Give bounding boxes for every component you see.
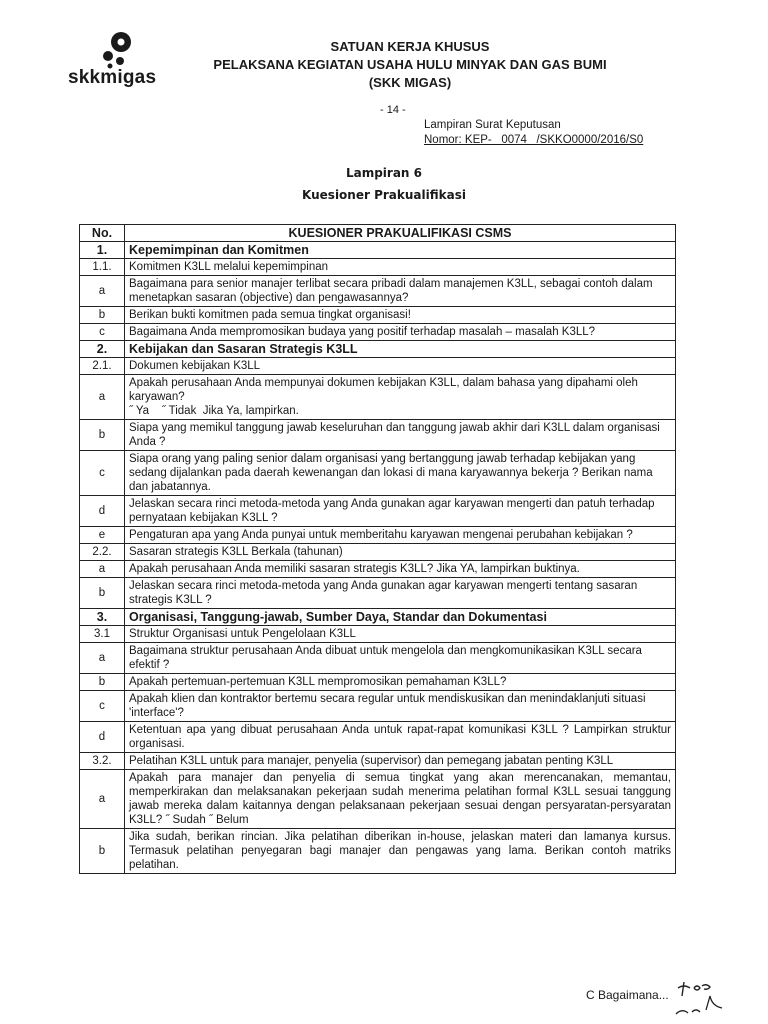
question-text: Apakah klien dan kontraktor bertemu secara regular untuk mendiskusikan dan menindaklanjuti situasi 'interface'? (125, 691, 676, 722)
row-number: b (80, 674, 125, 691)
row-number: c (80, 691, 125, 722)
question-text: Apakah pertemuan-pertemuan K3LL mempromosikan pemahaman K3LL? (125, 674, 676, 691)
row-number: a (80, 643, 125, 674)
row-number: 2. (80, 341, 125, 358)
row-number: b (80, 829, 125, 874)
question-text: Apakah perusahaan Anda memiliki sasaran strategis K3LL? Jika YA, lampirkan buktinya. (125, 561, 676, 578)
section-row (80, 242, 676, 259)
kuesioner-title: Kuesioner Prakualifikasi (302, 188, 466, 202)
nomor-keputusan: Nomor: KEP- 0074 /SKKO0000/2016/S0 (424, 134, 644, 146)
column-header-title: KUESIONER PRAKUALIFIKASI CSMS (125, 225, 676, 242)
lampiran-title: Lampiran 6 (345, 166, 423, 180)
row-number: 2.1. (80, 358, 125, 375)
table-row (80, 259, 676, 276)
table-row (80, 722, 676, 753)
section-row (80, 341, 676, 358)
section-title: Organisasi, Tanggung-jawab, Sumber Daya, Standar dan Dokumentasi (125, 609, 676, 626)
questionnaire-table (79, 224, 676, 874)
table-row (80, 496, 676, 527)
question-text: Berikan bukti komitmen pada semua tingkat organisasi! (125, 307, 676, 324)
table-row (80, 324, 676, 341)
question-text: Bagaimana Anda mempromosikan budaya yang positif terhadap masalah – masalah K3LL? (125, 324, 676, 341)
table-row (80, 578, 676, 609)
row-number: 2.2. (80, 544, 125, 561)
row-number: c (80, 324, 125, 341)
question-text: Siapa yang memikul tanggung jawab keseluruhan dan tanggung jawab akhir dari K3LL dalam organisasi Anda ? (125, 420, 676, 451)
row-number: b (80, 578, 125, 609)
question-text: Pengaturan apa yang Anda punyai untuk memberitahu karyawan mengenai perubahan kebijakan ? (125, 527, 676, 544)
question-text: Struktur Organisasi untuk Pengelolaan K3LL (125, 626, 676, 643)
table-row (80, 643, 676, 674)
question-text: Siapa orang yang paling senior dalam organisasi yang bertanggung jawab terhadap kebijakan yang sedang dijalankan pada daerah kewenangan dan lokasi di mana karyawannya bekerja ? Berikan nama dan jabatannya. (125, 451, 676, 496)
answer-options: ˝ Ya ˝ Tidak Jika Ya, lampirkan. (129, 405, 299, 417)
table-row (80, 527, 676, 544)
question-text: Ketentuan apa yang dibuat perusahaan Anda untuk rapat-rapat komunikasi K3LL ? Lampirkan struktur organisasi. (125, 722, 676, 753)
row-number: d (80, 722, 125, 753)
row-number: a (80, 770, 125, 829)
row-number: 3.1 (80, 626, 125, 643)
header-line-2: PELAKSANA KEGIATAN USAHA HULU MINYAK DAN GAS BUMI (213, 57, 607, 72)
question-text: Jelaskan secara rinci metoda-metoda yang Anda gunakan agar karyawan mengerti dan patuh terhadap pernyataan kebijakan K3LL ? (125, 496, 676, 527)
question-text: Komitmen K3LL melalui kepemimpinan (125, 259, 676, 276)
row-number: a (80, 561, 125, 578)
table-row (80, 674, 676, 691)
question-text: Pelatihan K3LL untuk para manajer, penyelia (supervisor) dan pemegang jabatan penting K3LL (125, 753, 676, 770)
table-row (80, 753, 676, 770)
table-row (80, 420, 676, 451)
table-row (80, 626, 676, 643)
column-header-no: No. (80, 225, 125, 242)
row-number: 1.1. (80, 259, 125, 276)
row-number: 1. (80, 242, 125, 259)
lampiran-surat: Lampiran Surat Keputusan (424, 119, 561, 131)
question-text: Jelaskan secara rinci metoda-metoda yang Anda gunakan agar karyawan mengerti tentang sasaran strategis K3LL ? (125, 578, 676, 609)
question-text: Bagaimana struktur perusahaan Anda dibuat untuk mengelola dan mengkomunikasikan K3LL secara efektif ? (125, 643, 676, 674)
logo-text: skkmigas (68, 67, 157, 88)
question-text: Apakah para manajer dan penyelia di semua tingkat yang akan merencanakan, memantau, memperkirakan dan melaksanakan pekerjaan sudah menerima pelatihan formal K3LL sesuai tanggung jawab mereka dalam kaitannya dengan pelaksanaan pekerjaan sesuai dengan persyaratan-persyaratan K3LL? ˝ Sudah ˝ Belum (125, 770, 676, 829)
row-number: d (80, 496, 125, 527)
row-number: 3.2. (80, 753, 125, 770)
page-number: - 14 - (380, 104, 406, 116)
lampiran-reference (424, 118, 643, 148)
header-line-3: (SKK MIGAS) (368, 75, 452, 90)
table-row (80, 276, 676, 307)
handwritten-initials-icon (672, 976, 732, 1020)
table-row (80, 691, 676, 722)
table-header-row (80, 225, 676, 242)
row-number: b (80, 420, 125, 451)
row-number: a (80, 375, 125, 420)
section-title: Kebijakan dan Sasaran Strategis K3LL (125, 341, 676, 358)
footer-continuation: C Bagaimana... (586, 988, 669, 1002)
table-row (80, 829, 676, 874)
question-text: Sasaran strategis K3LL Berkala (tahunan) (125, 544, 676, 561)
question-text: Bagaimana para senior manajer terlibat secara pribadi dalam manajemen K3LL, sebagai contoh dalam menetapkan sasaran (objective) dan pengawasannya? (125, 276, 676, 307)
table-row (80, 770, 676, 829)
row-number: a (80, 276, 125, 307)
question-text-line: Apakah perusahaan Anda mempunyai dokumen kebijakan K3LL, dalam bahasa yang dipahami oleh karyawan? (129, 377, 638, 403)
question-text: Dokumen kebijakan K3LL (125, 358, 676, 375)
row-number: e (80, 527, 125, 544)
table-row (80, 561, 676, 578)
header-line-1: SATUAN KERJA KHUSUS (330, 39, 490, 54)
table-row (80, 307, 676, 324)
table-row (80, 544, 676, 561)
document-header (150, 38, 670, 92)
row-number: c (80, 451, 125, 496)
question-text: Jika sudah, berikan rincian. Jika pelatihan diberikan in-house, jelaskan materi dan lamanya kursus. Termasuk pelatihan penyegaran bagi manajer dan pengawas yang lama. Berikan contoh matriks pelatihan. (125, 829, 676, 874)
question-text (125, 375, 676, 420)
section-title: Kepemimpinan dan Komitmen (125, 242, 676, 259)
table-row (80, 451, 676, 496)
table-row (80, 358, 676, 375)
row-number: 3. (80, 609, 125, 626)
table-row (80, 375, 676, 420)
section-row (80, 609, 676, 626)
row-number: b (80, 307, 125, 324)
